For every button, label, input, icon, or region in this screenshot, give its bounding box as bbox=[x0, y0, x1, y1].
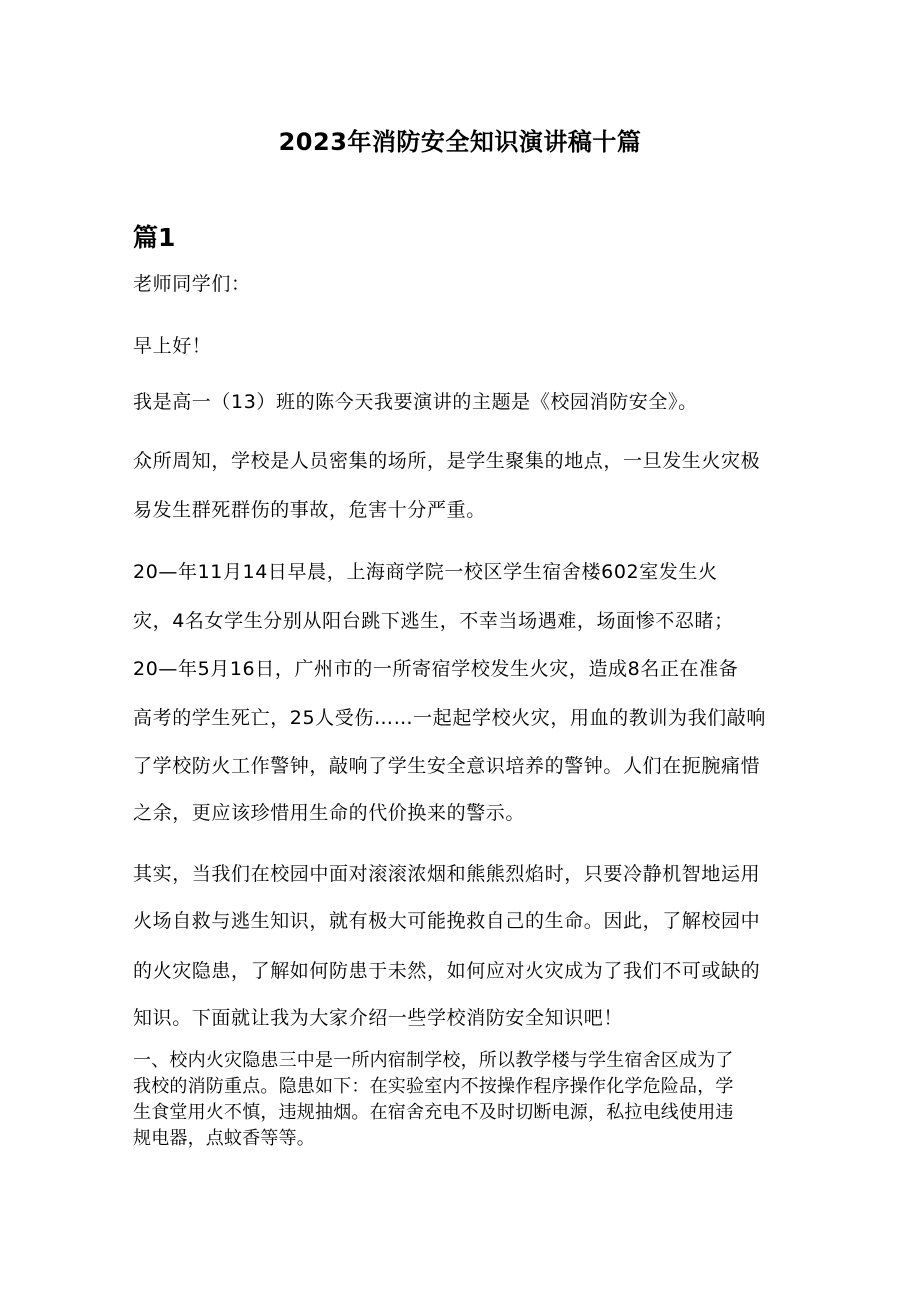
intro-line: 我是高一（13）班的陈今天我要演讲的主题是《校园消防安全》。 bbox=[133, 391, 698, 413]
paragraph-2-line-5: 了学校防火工作警钟，敲响了学生安全意识培养的警钟。人们在扼腕痛惜 bbox=[133, 755, 761, 777]
paragraph-4-line-4: 规电器，点蚊香等等。 bbox=[133, 1128, 315, 1149]
paragraph-3-line-2: 火场自救与逃生知识，就有极大可能挽救自己的生命。因此，了解校园中 bbox=[133, 910, 761, 932]
paragraph-3-line-4: 知识。下面就让我为大家介绍一些学校消防安全知识吧！ bbox=[133, 1007, 624, 1029]
paragraph-2-line-3: 20—年5月16日，广州市的一所寄宿学校发生火灾，造成8名正在准备 bbox=[133, 658, 739, 680]
paragraph-2-line-1: 20—年11月14日早晨，上海商学院一校区学生宿舍楼602室发生火 bbox=[133, 561, 718, 583]
paragraph-4-line-3: 生食堂用火不慎，违规抽烟。在宿舍充电不及时切断电源，私拉电线使用违 bbox=[133, 1102, 734, 1123]
paragraph-4-line-1: 一、校内火灾隐患三中是一所内宿制学校，所以教学楼与学生宿舍区成为了 bbox=[133, 1050, 734, 1071]
paragraph-2-line-6: 之余，更应该珍惜用生命的代价换来的警示。 bbox=[133, 802, 526, 824]
salutation: 老师同学们： bbox=[133, 273, 251, 295]
paragraph-3-line-1: 其实，当我们在校园中面对滚滚浓烟和熊熊烈焰时，只要冷静机智地运用 bbox=[133, 863, 761, 885]
document-title: 2023年消防安全知识演讲稿十篇 bbox=[278, 128, 642, 156]
paragraph-2-line-4: 高考的学生死亡，25人受伤……一起起学校火灾，用血的教训为我们敲响 bbox=[133, 707, 766, 729]
paragraph-1-line-1: 众所周知，学校是人员密集的场所，是学生聚集的地点，一旦发生火灾极 bbox=[133, 450, 761, 472]
section-heading: 篇1 bbox=[133, 223, 176, 252]
greeting: 早上好！ bbox=[133, 335, 212, 357]
paragraph-3-line-3: 的火灾隐患，了解如何防患于未然，如何应对火灾成为了我们不可或缺的 bbox=[133, 960, 761, 982]
paragraph-2-line-2: 灾，4名女学生分别从阳台跳下逃生，不幸当场遇难，场面惨不忍睹； bbox=[133, 610, 734, 632]
paragraph-4-line-2: 我校的消防重点。隐患如下：在实验室内不按操作程序操作化学危险品，学 bbox=[133, 1076, 734, 1097]
paragraph-1-line-2: 易发生群死群伤的事故，危害十分严重。 bbox=[133, 499, 486, 521]
